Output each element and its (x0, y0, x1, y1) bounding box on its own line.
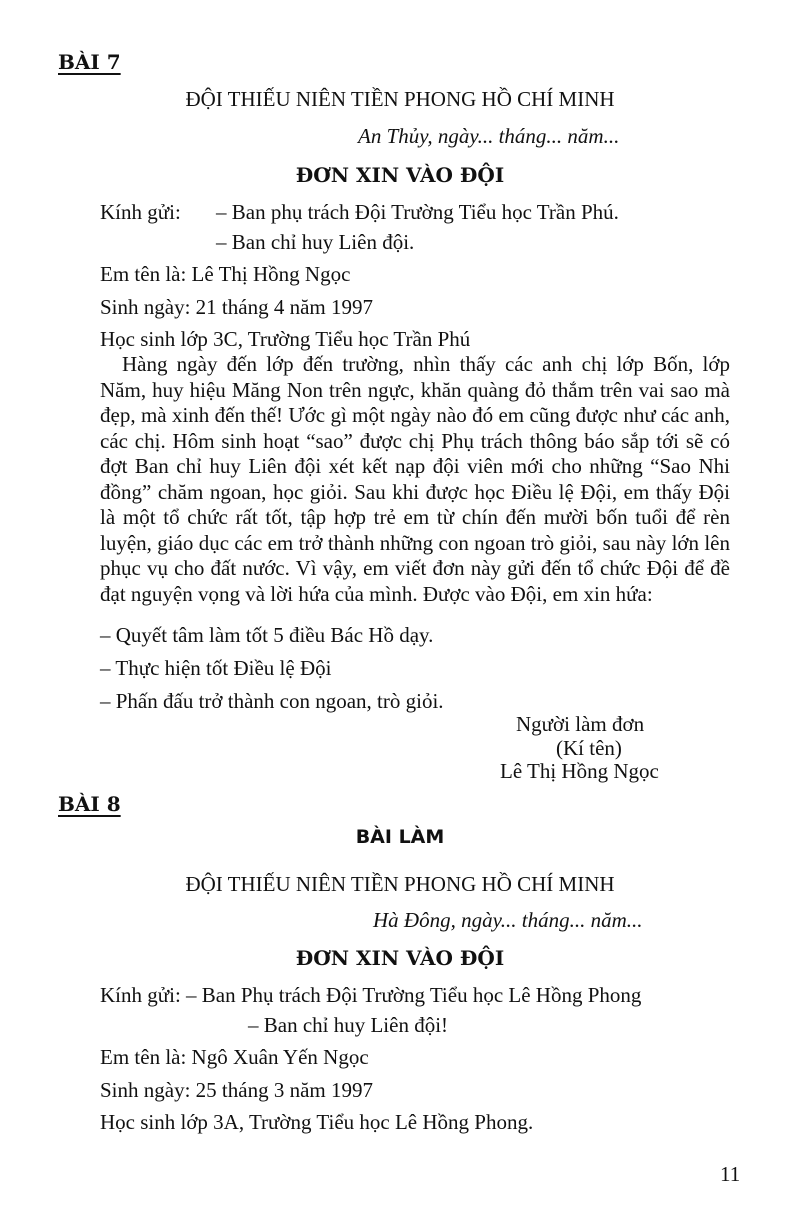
bai8-name: Em tên là: Ngô Xuân Yến Ngọc (100, 1045, 369, 1069)
bai7-title: ĐƠN XIN VÀO ĐỘI (295, 163, 505, 187)
bai8-place-date: Hà Đông, ngày... tháng... năm... (373, 908, 643, 932)
bai7-promise-1: – Quyết tâm làm tốt 5 điều Bác Hồ dạy. (100, 623, 434, 647)
bai7-sign-note: (Kí tên) (556, 736, 622, 760)
bai7-to-line2: – Ban chỉ huy Liên đội. (216, 230, 415, 254)
bai8-to-line1: Kính gửi: – Ban Phụ trách Đội Trường Tiểu học Lê Hồng Phong (100, 983, 642, 1007)
bai7-class: Học sinh lớp 3C, Trường Tiểu học Trần Phú (100, 327, 471, 351)
bai8-heading: BÀI 8 (58, 792, 121, 816)
bai7-birth: Sinh ngày: 21 tháng 4 năm 1997 (100, 295, 373, 319)
bai8-birth: Sinh ngày: 25 tháng 3 năm 1997 (100, 1078, 373, 1102)
bai7-name: Em tên là: Lê Thị Hồng Ngọc (100, 262, 351, 286)
bai7-sign-name: Lê Thị Hồng Ngọc (500, 759, 659, 783)
bai8-org: ĐỘI THIẾU NIÊN TIỀN PHONG HỒ CHÍ MINH (185, 872, 615, 896)
bai7-place-date: An Thủy, ngày... tháng... năm... (358, 124, 620, 148)
bai7-promise-2: – Thực hiện tốt Điều lệ Đội (100, 656, 332, 680)
bai7-to-label: Kính gửi: (100, 200, 181, 224)
bai7-to-line1: – Ban phụ trách Đội Trường Tiểu học Trần Phú. (216, 200, 619, 224)
page-number: 11 (720, 1162, 741, 1186)
bai8-title: ĐƠN XIN VÀO ĐỘI (295, 946, 505, 970)
bai8-subheading: BÀI LÀM (355, 826, 445, 848)
bai7-heading: BÀI 7 (58, 50, 121, 74)
bai7-promise-3: – Phấn đấu trở thành con ngoan, trò giỏi. (100, 689, 444, 713)
bai7-body: Hàng ngày đến lớp đến trường, nhìn thấy các anh chị lớp Bốn, lớp Năm, huy hiệu Măng Non trên ngực, khăn quàng đỏ thắm trên vai sao mà đẹp, mà xinh đến thế! Ước gì một ngày nào đó em cũng được như các anh, các chị. Hôm sinh hoạt “sao” được chị Phụ trách thông báo sắp tới sẽ có đợt Ban chỉ huy Liên đội xét kết nạp đội viên mới cho những “Sao Nhi đồng” chăm ngoan, học giỏi. Sau khi được học Điều lệ Đội, em thấy Đội là một tổ chức rất tốt, tập hợp trẻ em từ chín đến mười bốn tuổi để rèn luyện, giáo dục các em trở thành những con ngoan trò giỏi, sau này lớn lên phục vụ cho đất nước. Vì vậy, em viết đơn này gửi đến tổ chức Đội để đề đạt nguyện vọng và lời hứa của mình. Được vào Đội, em xin hứa: (100, 352, 730, 606)
bai7-sign-role: Người làm đơn (516, 712, 645, 736)
bai8-class: Học sinh lớp 3A, Trường Tiểu học Lê Hồng Phong. (100, 1110, 534, 1134)
bai8-to-line2: – Ban chỉ huy Liên đội! (248, 1013, 449, 1037)
bai7-org: ĐỘI THIẾU NIÊN TIỀN PHONG HỒ CHÍ MINH (185, 87, 615, 111)
